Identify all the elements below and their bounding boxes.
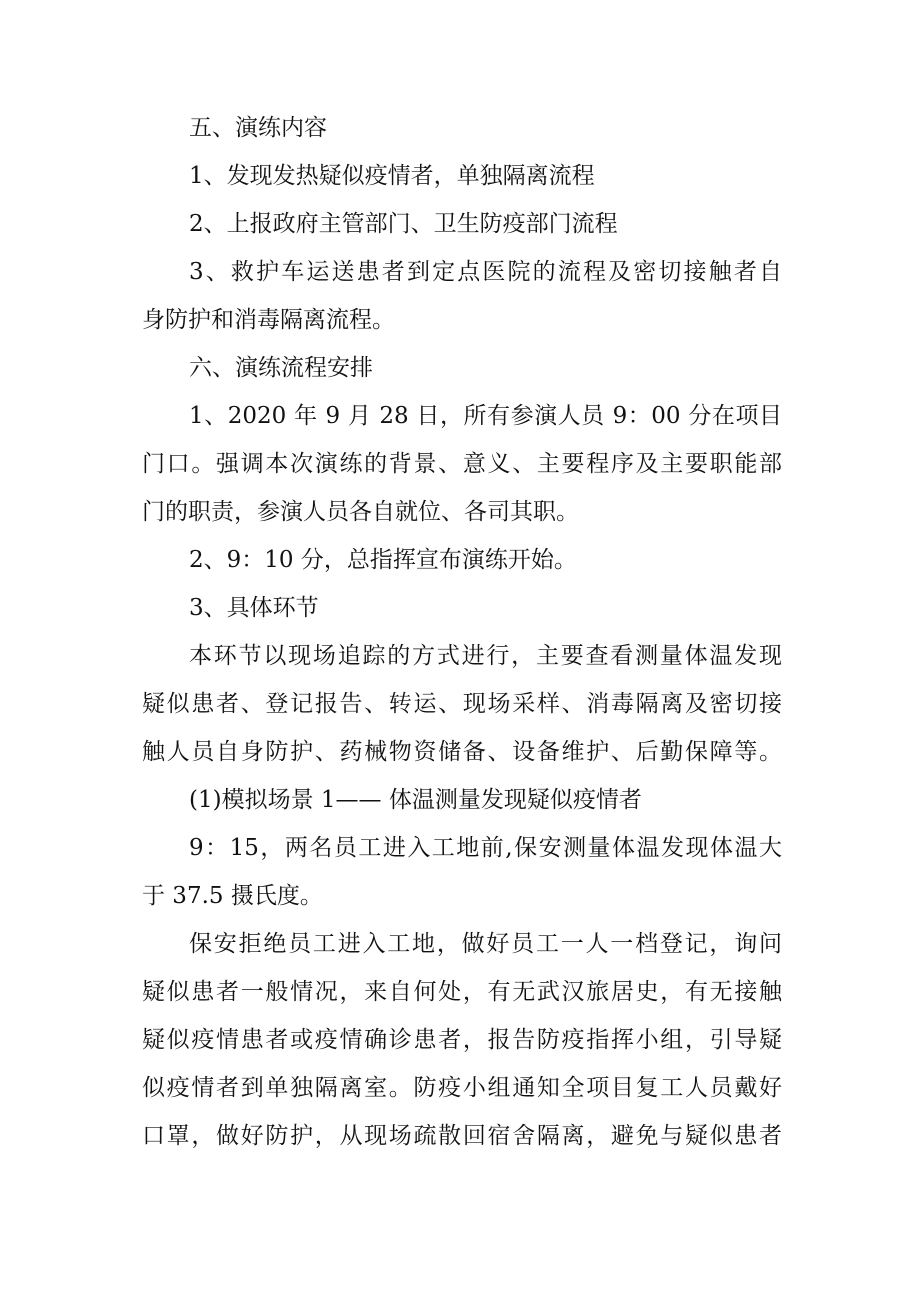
paragraph-line: 触人员自身防护、药械物资储备、设备维护、后勤保障等。 xyxy=(142,739,782,765)
paragraph-line: 2、上报政府主管部门、卫生防疫部门流程 xyxy=(189,211,618,237)
paragraph-line: 3、救护车运送患者到定点医院的流程及密切接触者自 xyxy=(189,259,782,285)
paragraph-line: 保安拒绝员工进入工地，做好员工一人一档登记，询问 xyxy=(189,931,782,957)
paragraph-line: 本环节以现场追踪的方式进行，主要查看测量体温发现 xyxy=(189,643,782,669)
paragraph-line: 门口。强调本次演练的背景、意义、主要程序及主要职能部 xyxy=(142,451,782,477)
scenario-heading: (1)模拟场景 1—— 体温测量发现疑似疫情者 xyxy=(189,787,642,813)
paragraph-line: 疑似患者、登记报告、转运、现场采样、消毒隔离及密切接 xyxy=(142,691,782,717)
paragraph-line: 于 37.5 摄氏度。 xyxy=(142,883,323,909)
section-heading-drill-content: 五、演练内容 xyxy=(189,115,327,141)
paragraph-line: 9：15，两名员工进入工地前,保安测量体温发现体温大 xyxy=(189,835,782,861)
section-heading-drill-schedule: 六、演练流程安排 xyxy=(189,355,373,381)
paragraph-line: 1、2020 年 9 月 28 日，所有参演人员 9：00 分在项目 xyxy=(189,403,782,429)
paragraph-line: 2、9：10 分，总指挥宣布演练开始。 xyxy=(189,547,577,573)
paragraph-line: 似疫情者到单独隔离室。防疫小组通知全项目复工人员戴好 xyxy=(142,1075,782,1101)
paragraph-line: 口罩，做好防护，从现场疏散回宿舍隔离，避免与疑似患者 xyxy=(142,1123,782,1149)
paragraph-line: 疑似疫情患者或疫情确诊患者，报告防疫指挥小组，引导疑 xyxy=(142,1027,782,1053)
paragraph-line: 1、发现发热疑似疫情者，单独隔离流程 xyxy=(189,163,595,189)
paragraph-line: 门的职责，参演人员各自就位、各司其职。 xyxy=(142,499,579,525)
paragraph-line: 身防护和消毒隔离流程。 xyxy=(142,307,395,333)
paragraph-line: 疑似患者一般情况，来自何处，有无武汉旅居史，有无接触 xyxy=(142,979,782,1005)
subsection-heading: 3、具体环节 xyxy=(189,595,319,621)
